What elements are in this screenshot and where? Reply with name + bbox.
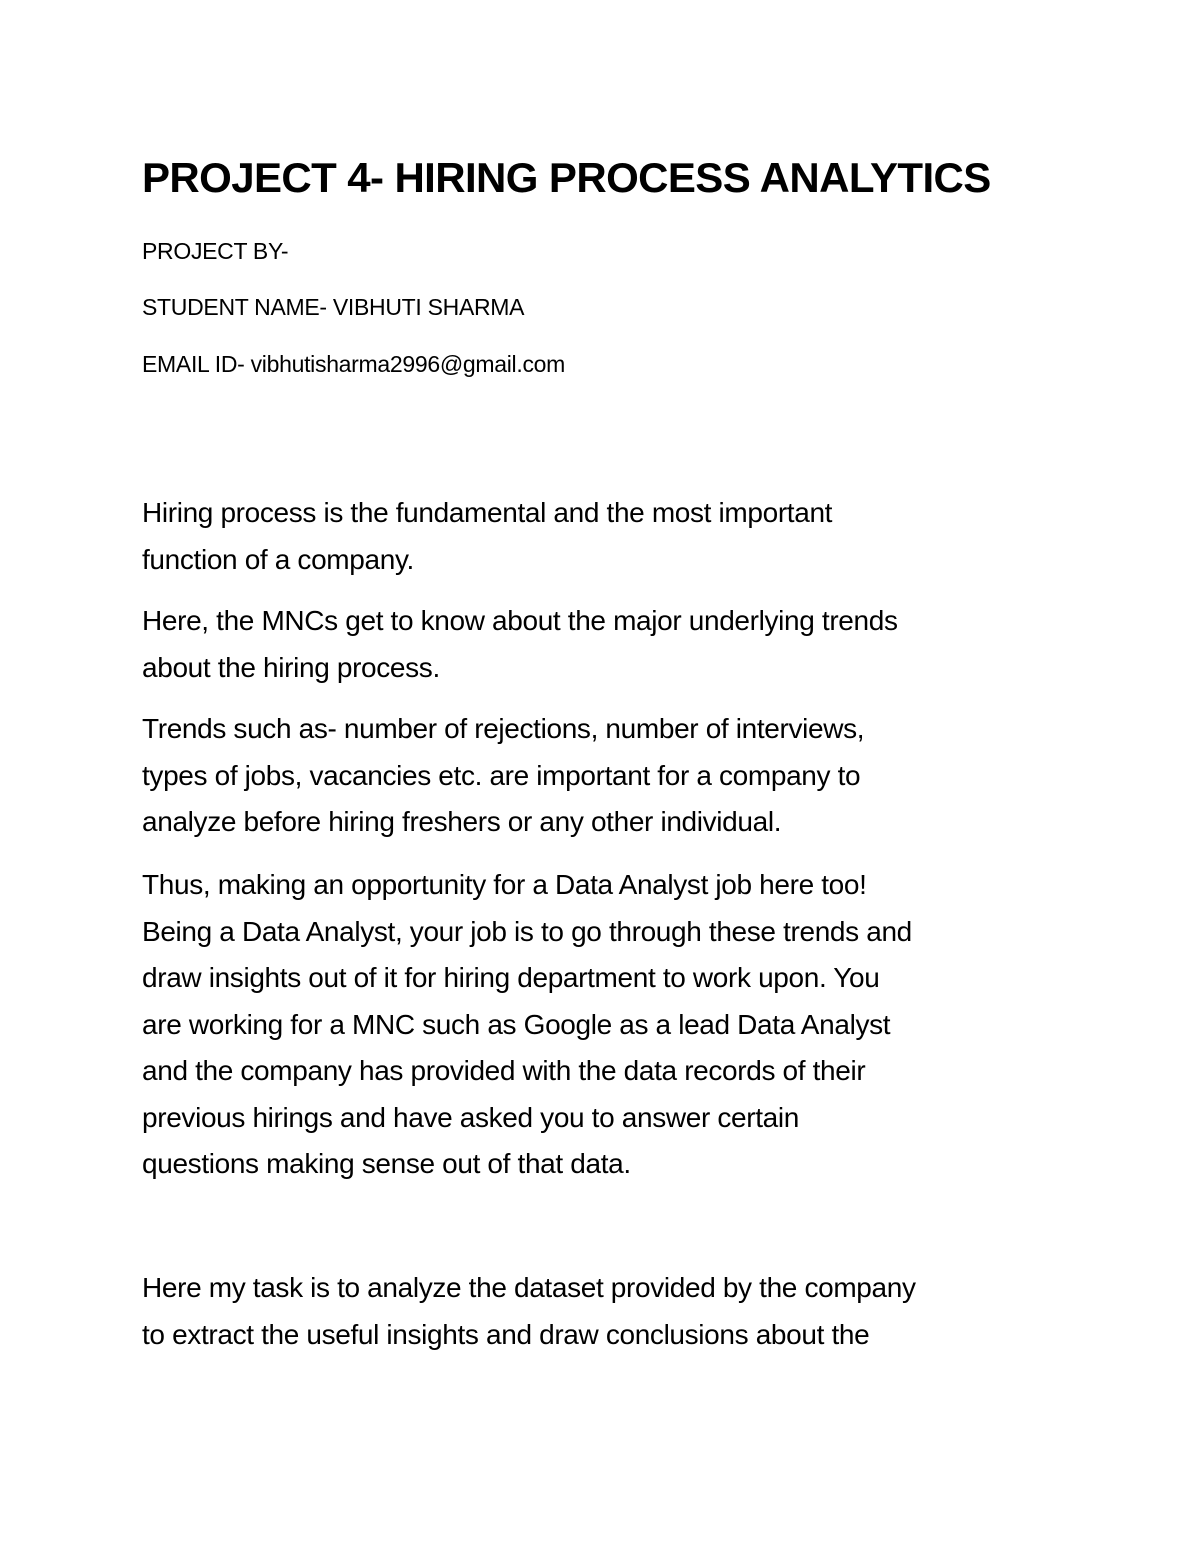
paragraph-line: Trends such as- number of rejections, number of interviews,: [142, 713, 865, 744]
email-id: EMAIL ID- vibhutisharma2996@gmail.com: [142, 351, 566, 377]
project-by-label: PROJECT BY-: [142, 238, 289, 264]
paragraph-line: about the hiring process.: [142, 651, 440, 683]
paragraph-line: types of jobs, vacancies etc. are important for a company to: [142, 759, 861, 791]
paragraph-trend-examples: [142, 706, 1082, 846]
paragraph-line: to extract the useful insights and draw conclusions about the: [142, 1318, 870, 1350]
paragraph-line: Here, the MNCs get to know about the major underlying trends: [142, 605, 898, 636]
paragraph-mnc-trends: [142, 598, 1082, 691]
paragraph-line: draw insights out of it for hiring department to work upon. You: [142, 962, 880, 993]
paragraph-line: previous hirings and have asked you to answer certain: [142, 1101, 799, 1133]
paragraph-line: Here my task is to analyze the dataset provided by the company: [142, 1272, 916, 1303]
paragraph-line: are working for a MNC such as Google as a lead Data Analyst: [142, 1008, 891, 1040]
paragraph-data-analyst-role: [142, 862, 1082, 1188]
paragraph-line: function of a company.: [142, 543, 414, 575]
paragraph-line: analyze before hiring freshers or any other individual.: [142, 806, 782, 837]
paragraph-line: Hiring process is the fundamental and the most important: [142, 497, 833, 528]
paragraph-line: questions making sense out of that data.: [142, 1148, 631, 1179]
paragraph-line: and the company has provided with the data records of their: [142, 1055, 866, 1086]
paragraph-task: [142, 1265, 1082, 1358]
paragraph-intro: [142, 490, 1082, 583]
paragraph-line: Thus, making an opportunity for a Data Analyst job here too!: [142, 869, 867, 900]
document-title: PROJECT 4- HIRING PROCESS ANALYTICS: [142, 154, 991, 201]
paragraph-line: Being a Data Analyst, your job is to go through these trends and: [142, 915, 912, 947]
student-name: STUDENT NAME- VIBHUTI SHARMA: [142, 294, 525, 320]
